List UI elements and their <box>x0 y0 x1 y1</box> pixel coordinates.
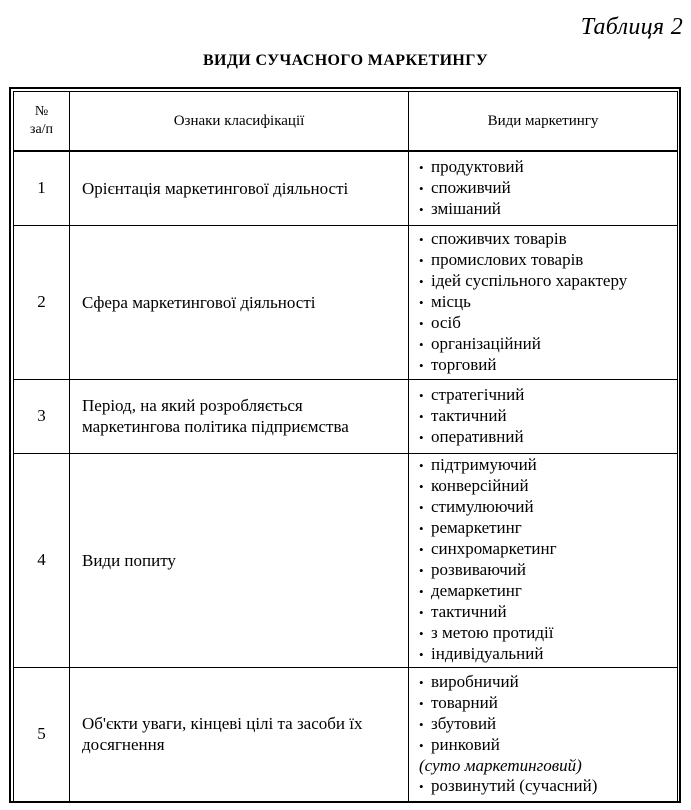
type-label: місць <box>431 291 471 311</box>
types-list <box>419 385 677 448</box>
type-label: ідей суспільного характеру <box>431 270 628 290</box>
bullet-icon: • <box>419 521 424 536</box>
bullet-icon: • <box>419 737 424 753</box>
bullet-icon: • <box>419 315 424 331</box>
bullet-icon: • <box>419 674 424 690</box>
table-row <box>14 667 678 801</box>
list-item <box>419 518 677 539</box>
list-item <box>419 334 677 355</box>
bullet-icon: • <box>419 408 424 424</box>
list-item <box>419 455 677 476</box>
header-num-cell <box>14 92 70 152</box>
bullet-icon: • <box>419 542 424 557</box>
row-feature: Об'єкти уваги, кінцеві цілі та засоби їх досягнення <box>70 667 409 801</box>
list-item <box>419 427 677 448</box>
row-types <box>409 453 678 667</box>
table-header-row <box>14 92 678 152</box>
type-label: ремаркетинг <box>431 518 522 537</box>
type-label: індивідуальний <box>431 644 544 663</box>
bullet-icon: • <box>419 357 424 373</box>
row-number: 2 <box>14 225 70 379</box>
type-label: змішаний <box>431 198 501 218</box>
bullet-icon: • <box>419 500 424 515</box>
type-label: стимулюючий <box>431 497 534 516</box>
bullet-icon: • <box>419 716 424 732</box>
list-item <box>419 229 677 250</box>
marketing-types-table <box>13 91 678 802</box>
row-number: 4 <box>14 453 70 667</box>
bullet-icon: • <box>419 273 424 289</box>
row-feature: Період, на який розробляється маркетингова політика підприємства <box>70 379 409 453</box>
list-item <box>419 735 677 756</box>
row-types <box>409 667 678 801</box>
type-label: осіб <box>431 312 461 332</box>
type-label: розвиваючий <box>431 560 526 579</box>
type-label: виробничий <box>431 671 519 691</box>
header-num-symbol: № <box>34 104 49 119</box>
type-label: підтримуючий <box>431 455 537 474</box>
type-label: продуктовий <box>431 156 524 176</box>
list-item <box>419 292 677 313</box>
list-item <box>419 385 677 406</box>
list-item <box>419 355 677 376</box>
list-item <box>419 250 677 271</box>
list-item <box>419 271 677 292</box>
types-list <box>419 157 677 220</box>
bullet-icon: • <box>419 563 424 578</box>
type-label: тактичний <box>431 405 507 425</box>
type-label: споживчих товарів <box>431 228 567 248</box>
type-label: ринковий <box>431 734 500 754</box>
list-item <box>419 476 677 497</box>
row-types <box>409 151 678 225</box>
list-item <box>419 178 677 199</box>
bullet-icon: • <box>419 778 424 794</box>
list-item <box>419 157 677 178</box>
bullet-icon: • <box>419 252 424 268</box>
table-row <box>14 379 678 453</box>
list-item <box>419 497 677 518</box>
types-list <box>419 229 677 376</box>
row-number: 1 <box>14 151 70 225</box>
bullet-icon: • <box>419 605 424 620</box>
bullet-icon: • <box>419 387 424 403</box>
bullet-icon: • <box>419 458 424 473</box>
row-number: 3 <box>14 379 70 453</box>
bullet-icon: • <box>419 695 424 711</box>
header-classification-cell: Ознаки класифікації <box>70 92 409 152</box>
list-item <box>419 644 677 665</box>
table-title: ВИДИ СУЧАСНОГО МАРКЕТИНГУ <box>202 52 488 69</box>
type-label: оперативний <box>431 426 524 446</box>
bullet-icon: • <box>419 429 424 445</box>
bullet-icon: • <box>419 294 424 310</box>
type-label: споживчий <box>431 177 511 197</box>
bullet-icon: • <box>419 201 424 217</box>
type-label: синхромаркетинг <box>431 539 557 558</box>
row-feature: Орієнтація маркетингової діяльності <box>70 151 409 225</box>
list-item <box>419 776 677 797</box>
table-row <box>14 453 678 667</box>
types-note: (суто маркетинговий) <box>419 755 582 775</box>
type-label: конверсійний <box>431 476 529 495</box>
list-item <box>419 199 677 220</box>
bullet-icon: • <box>419 647 424 662</box>
list-item <box>419 602 677 623</box>
table-row <box>14 151 678 225</box>
list-item <box>419 581 677 602</box>
bullet-icon: • <box>419 180 424 196</box>
bullet-icon: • <box>419 479 424 494</box>
header-types-cell: Види маркетингу <box>409 92 678 152</box>
type-label: товарний <box>431 692 498 712</box>
types-list <box>419 672 677 797</box>
type-label: тактичний <box>431 602 507 621</box>
row-feature: Сфера маркетингової діяльності <box>70 225 409 379</box>
list-item <box>419 714 677 735</box>
list-item <box>419 560 677 581</box>
list-item <box>419 623 677 644</box>
bullet-icon: • <box>419 584 424 599</box>
type-label: промислових товарів <box>431 249 584 269</box>
type-label: організаційний <box>431 333 541 353</box>
row-types <box>409 225 678 379</box>
list-item <box>419 693 677 714</box>
bullet-icon: • <box>419 336 424 352</box>
row-types <box>409 379 678 453</box>
type-label: демаркетинг <box>431 581 522 600</box>
row-number: 5 <box>14 667 70 801</box>
types-list <box>419 455 677 665</box>
type-label: з метою протидії <box>431 623 554 642</box>
list-item <box>419 313 677 334</box>
list-item <box>419 672 677 693</box>
type-label: збутовий <box>431 713 497 733</box>
table-number: Таблиця 2 <box>580 14 683 40</box>
bullet-icon: • <box>419 231 424 247</box>
type-label: розвинутий (сучасний) <box>431 775 598 795</box>
header-num-label: за/п <box>29 122 54 137</box>
type-label: торговий <box>431 354 497 374</box>
row-feature: Види попиту <box>70 453 409 667</box>
type-label: стратегічний <box>431 384 525 404</box>
table-row <box>14 225 678 379</box>
bullet-icon: • <box>419 626 424 641</box>
list-item <box>419 539 677 560</box>
list-item <box>419 406 677 427</box>
bullet-icon: • <box>419 159 424 175</box>
